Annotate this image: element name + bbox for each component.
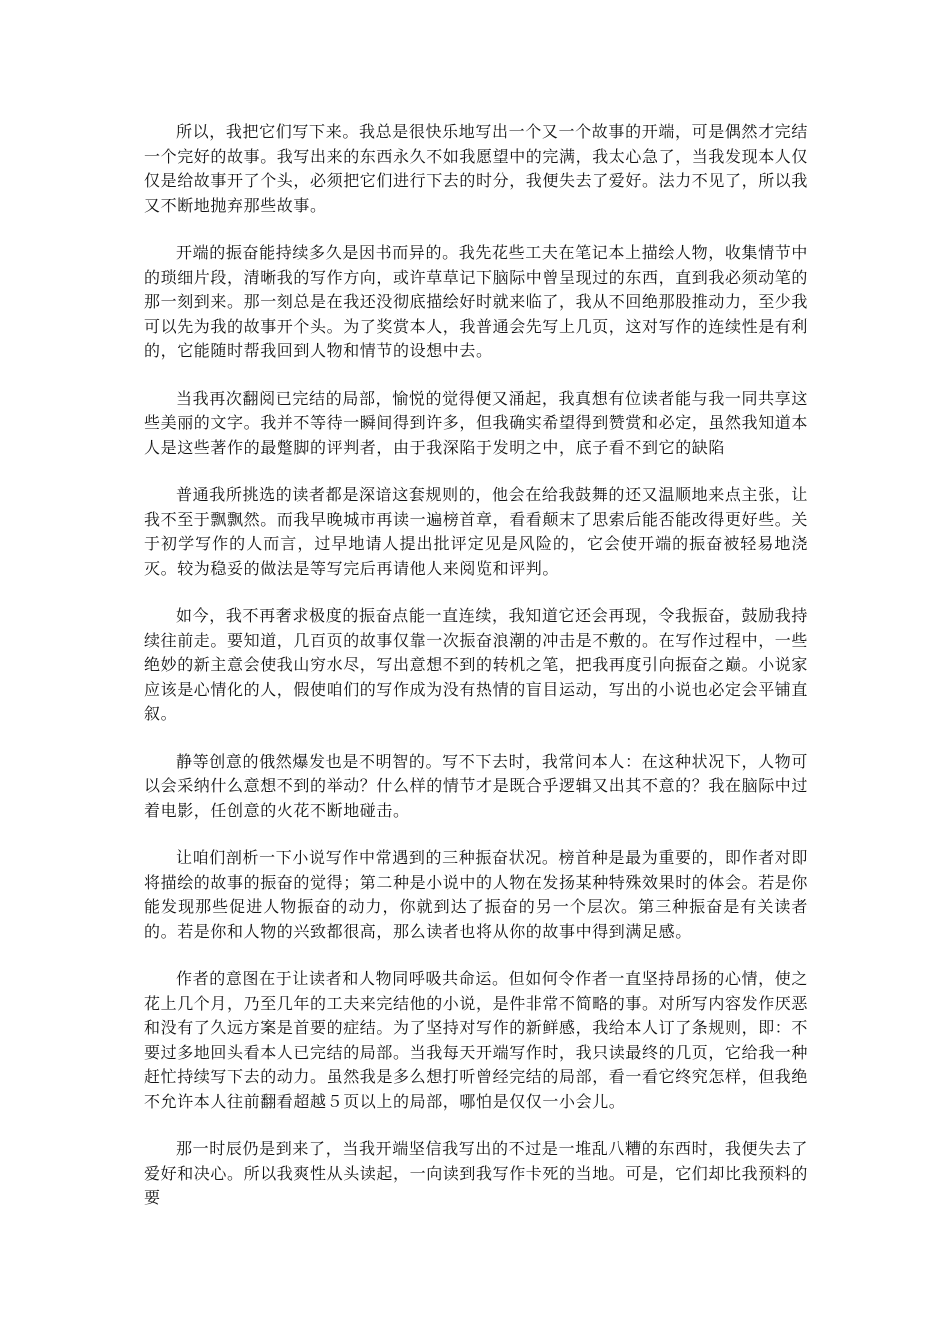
document-body (144, 120, 808, 1234)
paragraph: 那一时辰仍是到来了，当我开端坚信我写出的不过是一堆乱八糟的东西时，我便失去了爱好和决心。所以我爽性从头读起，一向读到我写作卡死的当地。可是，它们却比我预料的要 (144, 1139, 809, 1207)
paragraph: 让咱们剖析一下小说写作中常遇到的三种振奋状况。榜首种是最为重要的，即作者对即将描绘的故事的振奋的觉得；第二种是小说中的人物在发扬某种特殊效果时的体会。若是你能发现那些促进人物振奋的动力，你就到达了振奋的另一个层次。第三种振奋是有关读者的。若是你和人物的兴致都很高，那么读者也将从你的故事中得到满足感。 (144, 848, 809, 941)
paragraph: 作者的意图在于让读者和人物同呼吸共命运。但如何令作者一直坚持昂扬的心情，使之花上几个月，乃至几年的工夫来完结他的小说，是件非常不简略的事。对所写内容发作厌恶和没有了久远方案是首要的症结。为了坚持对写作的新鲜感，我给本人订了条规则，即：不要过多地回头看本人已完结的局部。当我每天开端写作时，我只读最终的几页，它给我一种赶忙持续写下去的动力。虽然我是多么想打听曾经完结的局部，看一看它终究怎样，但我绝不允许本人往前翻看超越５页以上的局部，哪怕是仅仅一小会儿。 (144, 969, 809, 1111)
paragraph: 普通我所挑选的读者都是深谙这套规则的，他会在给我鼓舞的还又温顺地来点主张，让我不至于飘飘然。而我早晚城市再读一遍榜首章，看看颠末了思索后能否能改得更好些。关于初学写作的人而言，过早地请人提出批评定见是风险的，它会使开端的振奋被轻易地浇灭。较为稳妥的做法是等写完后再请他人来阅览和评判。 (144, 485, 809, 578)
paragraph: 开端的振奋能持续多久是因书而异的。我先花些工夫在笔记本上描绘人物，收集情节中的琐细片段，清晰我的写作方向，或许草草记下脑际中曾呈现过的东西，直到我必须动笔的那一刻到来。那一刻总是在我还没彻底描绘好时就来临了，我从不回绝那股推动力，至少我可以先为我的故事开个头。为了奖赏本人，我普通会先写上几页，这对写作的连续性是有利的，它能随时帮我回到人物和情节的设想中去。 (144, 243, 809, 360)
paragraph: 如今，我不再奢求极度的振奋点能一直连续，我知道它还会再现，令我振奋，鼓励我持续往前走。要知道，几百页的故事仅靠一次振奋浪潮的冲击是不敷的。在写作过程中，一些绝妙的新主意会使我山穷水尽，写出意想不到的转机之笔，把我再度引向振奋之巅。小说家应该是心情化的人，假使咱们的写作成为没有热情的盲目运动，写出的小说也必定会平铺直叙。 (144, 606, 809, 723)
paragraph: 静等创意的俄然爆发也是不明智的。写不下去时，我常问本人：在这种状况下，人物可以会采纳什么意想不到的举动？什么样的情节才是既合乎逻辑又出其不意的？我在脑际中过着电影，任创意的火花不断地碰击。 (144, 751, 809, 820)
paragraph: 当我再次翻阅已完结的局部，愉悦的觉得便又涌起，我真想有位读者能与我一同共享这些美丽的文字。我并不等待一瞬间得到许多，但我确实希望得到赞赏和必定，虽然我知道本人是这些著作的最蹩脚的评判者，由于我深陷于发明之中，底子看不到它的缺陷 (144, 388, 809, 457)
paragraph: 所以，我把它们写下来。我总是很快乐地写出一个又一个故事的开端，可是偶然才完结一个完好的故事。我写出来的东西永久不如我愿望中的完满，我太心急了，当我发现本人仅仅是给故事开了个头，必须把它们进行下去的时分，我便失去了爱好。法力不见了，所以我又不断地抛弃那些故事。 (144, 122, 809, 215)
